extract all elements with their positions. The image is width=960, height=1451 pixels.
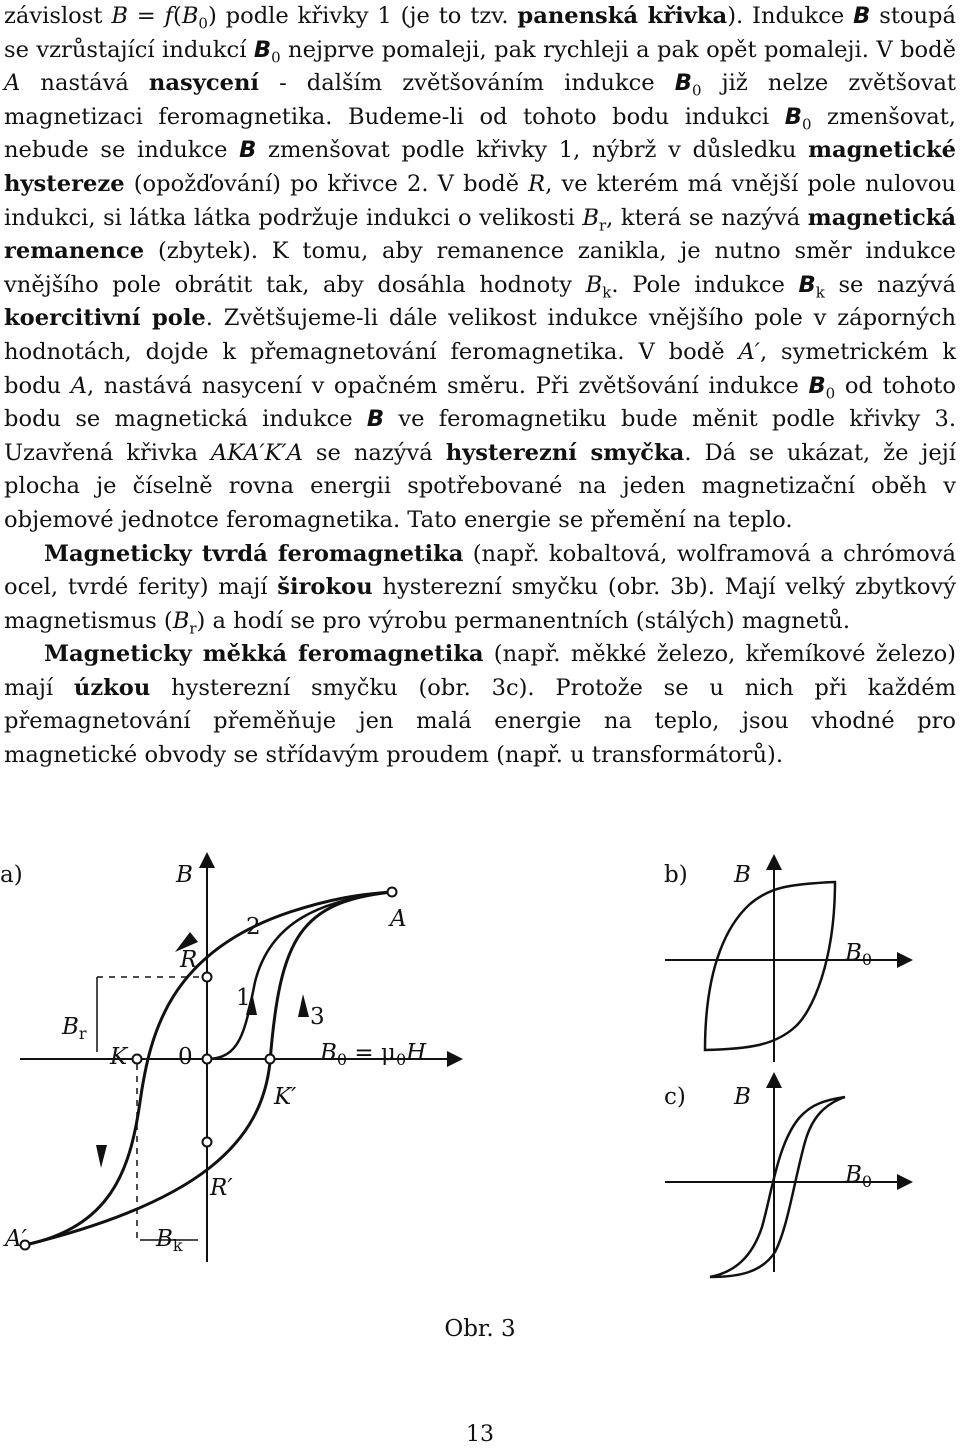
bold-term: úzkou	[73, 674, 151, 701]
vector-symbol: B	[239, 137, 257, 164]
text-run: - dalším zvětšováním indukce	[258, 70, 675, 97]
text-run: . Pole indukce	[611, 271, 799, 298]
point-K-marker	[133, 1055, 142, 1064]
text-run: . Dá se ukázat, že její plocha je číselně rovna energii spotřebované na jeden magnetizační oběh v objemové jednotce feromagnetika. Tato energie se přemění na teplo.	[4, 439, 956, 533]
panel-b-wide-loop	[705, 882, 835, 1050]
point-R-prime-marker	[203, 1138, 212, 1147]
text-run: ). Indukce	[727, 3, 854, 29]
text-run: (opožďování) po křivce 2. V bodě	[124, 170, 529, 197]
text-run: ) podle křivky 1 (je to tzv.	[207, 3, 518, 29]
panel-c-narrow-loop	[710, 1097, 845, 1277]
math-symbol: B	[181, 3, 199, 29]
vector-symbol: B	[674, 70, 692, 97]
figure-hysteresis-loops	[0, 842, 960, 1282]
bold-term: širokou	[277, 574, 373, 601]
bold-term: magnetické hystereze	[4, 137, 957, 197]
text-run: zmenšovat podle křivky 1, nýbrž v důsledku	[256, 137, 809, 164]
label-curve-3: 3	[310, 1004, 325, 1030]
bold-term: nasycení	[148, 70, 259, 97]
text-run: , nastává nasycení v opačném směru. Při zvětšování indukce	[87, 372, 809, 399]
bold-term: magnetická remanence	[4, 204, 956, 265]
vector-symbol: B	[366, 406, 385, 433]
panel-a-axis-x-label: $B_0 = \mu_0H$	[320, 1040, 427, 1069]
curve-3-arrow-icon	[298, 994, 309, 1017]
math-symbol: B	[111, 3, 128, 29]
paragraph-hysteresis	[4, 0, 956, 538]
vector-symbol: B	[784, 103, 802, 130]
panel-b-label: b)	[664, 862, 688, 888]
vector-symbol: B	[798, 271, 816, 298]
text-run: (zbytek). K tomu, aby remanence zanikla, je nutno směr indukce vnějšího pole obrátit tak, aby dosáhla hodnoty	[4, 238, 956, 298]
bold-term: Magneticky tvrdá feromagnetika	[44, 540, 464, 567]
panel-a-axis-y-label: B	[176, 862, 193, 888]
label-A-prime: A′	[5, 1226, 27, 1252]
text-run: se nazývá	[302, 439, 446, 466]
math-symbol: B	[582, 204, 599, 231]
text-run: hysterezní smyčku (obr. 3c). Protože se u nich při každém přemagnetování přeměňuje jen malá energie na teplo, jsou vhodné pro magnetické obvody se střídavým proudem (např. u transformátorů).	[4, 674, 956, 769]
subscript: k	[815, 283, 825, 302]
text-run: zmenšovat, nebude se indukce	[4, 103, 956, 164]
subscript: 0	[691, 81, 702, 100]
point-R-marker	[203, 973, 212, 982]
curve-2-arrow-icon	[96, 1145, 107, 1168]
text-run: (např. měkké železo, křemíkové železo) mají	[4, 641, 956, 701]
subscript: 0	[198, 14, 208, 33]
text-run: nastává	[20, 70, 149, 97]
math-symbol: B	[585, 271, 603, 298]
vector-symbol: B	[808, 372, 826, 399]
text-run: hysterezní smyčku (obr. 3b). Mají velký zbytkový magnetismus (	[4, 574, 956, 634]
label-K-prime: K′	[274, 1084, 297, 1110]
vector-symbol: B	[253, 36, 272, 63]
bold-term: hysterezní smyčka	[445, 439, 685, 466]
label-Br: $B_r$	[62, 1014, 87, 1043]
subscript: 0	[801, 115, 812, 134]
bold-term: koercitivní pole	[4, 305, 206, 332]
text-run: se nazývá	[824, 271, 956, 298]
text-run: =	[127, 3, 165, 29]
text-run: již nelze zvětšovat magnetizaci feromagnetika. Budeme-li od tohoto bodu indukci	[4, 70, 956, 130]
subscript: k	[602, 283, 612, 302]
text-run: (	[172, 3, 182, 29]
label-curve-2: 2	[246, 914, 261, 940]
bold-term: panenská křivka	[517, 3, 728, 29]
panel-c-axis-y-label: B	[734, 1084, 751, 1110]
point-A-marker	[388, 888, 397, 897]
hysteresis-diagram	[0, 842, 960, 1282]
curve-1-virgin	[207, 892, 392, 1059]
panel-c-axis-x-label: $B_0$	[845, 1162, 873, 1191]
label-origin: 0	[178, 1044, 193, 1070]
text-run: , ve kterém má vnější pole nulovou indukci, si látka látka podržuje indukci o velikosti	[4, 170, 956, 231]
label-K: K	[110, 1044, 128, 1070]
math-symbol: AKA′K′A	[210, 439, 303, 466]
text-run: (např. kobaltová, wolframová a chrómová ocel, tvrdé ferity) mají	[4, 540, 956, 601]
point-K-prime-marker	[266, 1055, 275, 1064]
text-run: , symetrickém k bodu	[4, 338, 957, 399]
paragraph-soft-ferromagnetics	[4, 638, 956, 772]
subscript: 0	[271, 48, 281, 67]
math-symbol: A	[70, 372, 88, 399]
text-run: závislost	[4, 3, 112, 29]
text-run: nejprve pomaleji, pak rychleji a pak opět pomaleji. V bodě	[280, 36, 956, 63]
bold-term: Magneticky měkká feromagnetika	[44, 641, 484, 668]
label-R: R	[180, 947, 198, 973]
math-symbol: A	[4, 70, 21, 97]
figure-caption: Obr. 3	[444, 1316, 516, 1342]
text-run: , která se nazývá	[606, 204, 808, 231]
body-text	[4, 0, 956, 773]
math-symbol: A′	[738, 338, 760, 365]
subscript: 0	[825, 384, 836, 403]
text-run: stoupá se vzrůstající indukcí	[4, 3, 956, 63]
panel-b-axis-y-label: B	[734, 862, 751, 888]
math-symbol: B	[172, 607, 190, 634]
label-A: A	[390, 906, 407, 932]
text-run: ) a hodí se pro výrobu permanentních (stálých) magnetů.	[196, 607, 851, 634]
math-symbol: f	[164, 3, 173, 29]
page-number: 13	[466, 1422, 494, 1447]
vector-symbol: B	[853, 3, 871, 29]
label-Bk: $B_k$	[156, 1226, 183, 1255]
math-symbol: R	[528, 170, 546, 197]
panel-a-label: a)	[0, 862, 23, 888]
subscript: r	[189, 619, 197, 638]
text-run: ve feromagnetiku bude měnit podle křivky 3. Uzavřená křivka	[4, 406, 957, 466]
panel-b-axis-x-label: $B_0$	[845, 940, 873, 969]
label-R-prime: R′	[210, 1175, 233, 1201]
point-origin-marker	[203, 1055, 212, 1064]
label-curve-1: 1	[236, 985, 251, 1011]
text-run: od tohoto bodu se magnetická indukce	[4, 372, 956, 433]
paragraph-hard-ferromagnetics	[4, 538, 956, 639]
text-run: . Zvětšujeme-li dále velikost indukce vnějšího pole v záporných hodnotách, dojde k přemagnetování feromagnetika. V bodě	[4, 305, 956, 365]
panel-c-label: c)	[664, 1084, 686, 1110]
subscript: r	[599, 216, 607, 235]
